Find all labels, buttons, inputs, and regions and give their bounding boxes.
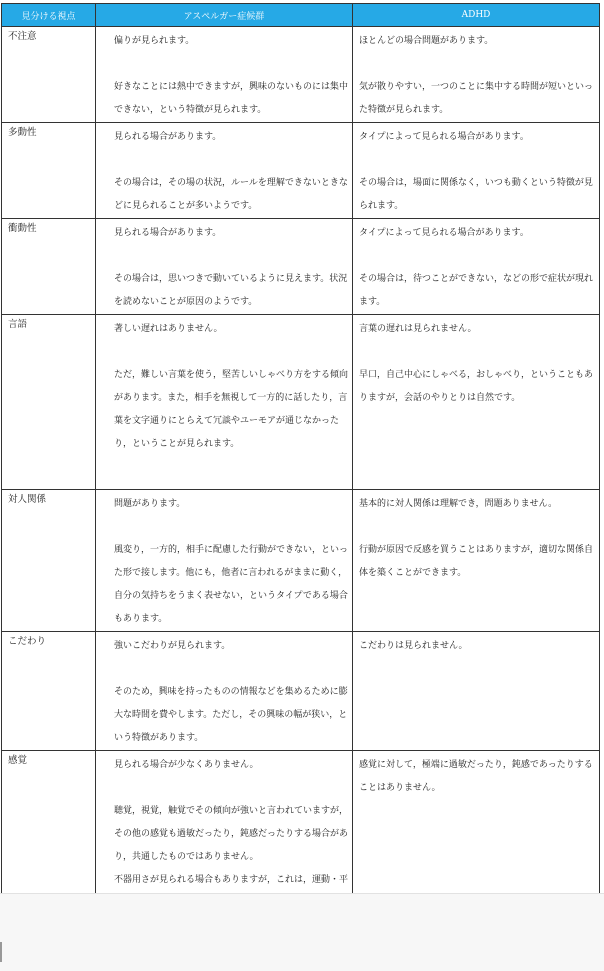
asperger-detail: 聴覚，視覚，触覚でその傾向が強いと言われていますが，その他の感覚も過敏だったり，鈍感だったりする場合があり，共通したものではありません。 (114, 806, 349, 862)
header-aspect: 見分ける視点 (2, 4, 96, 27)
asperger-cell (96, 490, 353, 632)
asperger-summary: 問題があります。 (114, 499, 186, 509)
adhd-cell (353, 219, 600, 315)
adhd-cell (353, 27, 600, 123)
header-adhd: ADHD (353, 4, 600, 27)
asperger-detail: その場合は，その場の状況，ルールを理解できないときなどに見られることが多いようです。 (114, 178, 348, 211)
asperger-detail: ただ，難しい言葉を使う，堅苦しいしゃべり方をする傾向があります。また，相手を無視して一方的に話したり，言葉を文字通りにとらえて冗談やユーモアが通じなかったり，ということが見られます。 (114, 370, 349, 449)
asperger-detail: 風変り，一方的，相手に配慮した行動ができない，といった形で接します。他にも，他者に言われるがままに動く，自分の気持ちをうまく表せない，というタイプである場合もあります。 (114, 545, 349, 624)
asperger-cell (96, 632, 353, 751)
asperger-summary: 偏りが見られます。 (114, 36, 195, 46)
adhd-summary: タイプによって見られる場合があります。 (359, 132, 529, 142)
page-footer-area (0, 893, 604, 971)
asperger-cell (96, 123, 353, 219)
asperger-cell (96, 219, 353, 315)
asperger-extra: 不器用さが見られる場合もありますが，これは，運動・平 (114, 875, 349, 885)
header-asperger: アスペルガー症候群 (96, 4, 353, 27)
adhd-summary: ほとんどの場合問題があります。 (359, 36, 494, 46)
adhd-detail: 早口，自己中心にしゃべる，おしゃべり，ということもありますが，会話のやりとりは自然です。 (359, 370, 594, 403)
table-row (2, 490, 600, 632)
adhd-cell (353, 490, 600, 632)
adhd-cell (353, 751, 600, 916)
aspect-label: 不注意 (2, 27, 96, 123)
aspect-label: 言語 (2, 315, 96, 490)
scroll-marker (0, 942, 2, 962)
asperger-summary: 見られる場合があります。 (114, 228, 222, 238)
asperger-summary: 見られる場合があります。 (114, 132, 222, 142)
comparison-table (1, 3, 600, 916)
adhd-detail: 気が散りやすい，一つのことに集中する時間が短いといった特徴が見られます。 (359, 82, 594, 115)
adhd-detail: その場合は，待つことができない，などの形で症状が現れます。 (359, 274, 594, 307)
adhd-cell (353, 315, 600, 490)
asperger-detail: その場合は，思いつきで動いているように見えます。状況を読めないことが原因のようです。 (114, 274, 348, 307)
asperger-cell (96, 315, 353, 490)
asperger-cell (96, 27, 353, 123)
table-row (2, 315, 600, 490)
aspect-label: 多動性 (2, 123, 96, 219)
adhd-summary: 感覚に対して，極端に過敏だったり，鈍感であったりすることはありません。 (359, 760, 593, 793)
asperger-detail: そのため，興味を持ったものの情報などを集めるために膨大な時間を費やします。ただし，その興味の幅が狭い，という特徴があります。 (114, 687, 348, 743)
table-row (2, 632, 600, 751)
adhd-detail: その場合は，場面に関係なく，いつも動くという特徴が見られます。 (359, 178, 593, 211)
table-row (2, 27, 600, 123)
asperger-summary: 著しい遅れはありません。 (114, 324, 223, 334)
aspect-label: こだわり (2, 632, 96, 751)
header-row (2, 4, 600, 27)
aspect-label: 衝動性 (2, 219, 96, 315)
table-row (2, 219, 600, 315)
table-row (2, 751, 600, 916)
asperger-summary: 強いこだわりが見られます。 (114, 641, 231, 651)
asperger-cell (96, 751, 353, 916)
adhd-summary: こだわりは見られません。 (359, 641, 468, 651)
adhd-cell (353, 123, 600, 219)
asperger-detail: 好きなことには熱中できますが，興味のないものには集中できない，という特徴が見られます。 (114, 82, 349, 115)
adhd-summary: タイプによって見られる場合があります。 (359, 228, 529, 238)
adhd-cell (353, 632, 600, 751)
aspect-label: 対人関係 (2, 490, 96, 632)
adhd-detail: 行動が原因で反感を買うことはありますが，適切な関係自体を築くことができます。 (359, 545, 594, 578)
adhd-summary: 言葉の遅れは見られません。 (359, 324, 477, 334)
asperger-summary: 見られる場合が少なくありません。 (114, 760, 259, 770)
adhd-summary: 基本的に対人関係は理解でき，問題ありません。 (359, 499, 558, 509)
table-row (2, 123, 600, 219)
aspect-label: 感覚 (2, 751, 96, 916)
